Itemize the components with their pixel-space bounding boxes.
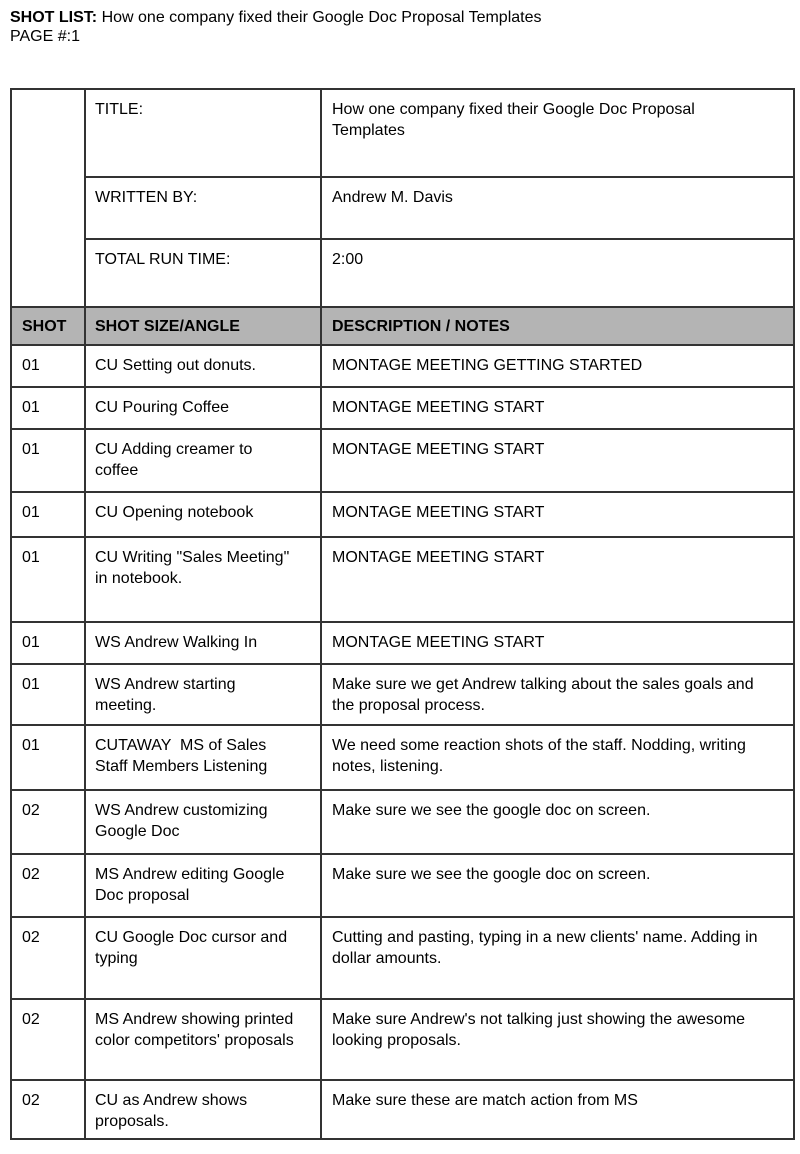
shot-description: Make sure these are match action from MS <box>321 1080 794 1139</box>
info-value-written-by: Andrew M. Davis <box>321 177 794 239</box>
shot-description: MONTAGE MEETING GETTING STARTED <box>321 345 794 387</box>
column-header-description: DESCRIPTION / NOTES <box>321 307 794 345</box>
shot-row <box>11 429 794 492</box>
info-row-title <box>11 89 794 177</box>
shot-number: 02 <box>11 854 85 917</box>
shot-description: Make sure Andrew's not talking just showing the awesome looking proposals. <box>321 999 794 1080</box>
page-number: PAGE #:1 <box>10 28 80 45</box>
shot-description: Make sure we see the google doc on screen. <box>321 790 794 854</box>
shot-number: 02 <box>11 917 85 999</box>
shot-row <box>11 999 794 1080</box>
shot-size-angle: CU Pouring Coffee <box>85 387 321 429</box>
shot-row <box>11 1080 794 1139</box>
shot-size-angle: MS Andrew editing Google Doc proposal <box>85 854 321 917</box>
info-label-written-by: WRITTEN BY: <box>85 177 321 239</box>
shot-size-angle: WS Andrew starting meeting. <box>85 664 321 725</box>
shot-size-angle: WS Andrew customizing Google Doc <box>85 790 321 854</box>
shot-size-angle: CU as Andrew shows proposals. <box>85 1080 321 1139</box>
shot-description: MONTAGE MEETING START <box>321 387 794 429</box>
shot-number: 01 <box>11 664 85 725</box>
shot-number: 01 <box>11 345 85 387</box>
shot-row <box>11 854 794 917</box>
shot-description: MONTAGE MEETING START <box>321 537 794 622</box>
shot-size-angle: CUTAWAY MS of Sales Staff Members Listening <box>85 725 321 790</box>
shot-row <box>11 387 794 429</box>
info-empty-cell <box>11 89 85 307</box>
shot-description: Cutting and pasting, typing in a new clients' name. Adding in dollar amounts. <box>321 917 794 999</box>
shot-row <box>11 537 794 622</box>
shot-number: 01 <box>11 492 85 537</box>
shot-description: Make sure we get Andrew talking about the sales goals and the proposal process. <box>321 664 794 725</box>
info-row-written-by <box>11 177 794 239</box>
shot-number: 02 <box>11 790 85 854</box>
shot-description: We need some reaction shots of the staff. Nodding, writing notes, listening. <box>321 725 794 790</box>
info-row-run-time <box>11 239 794 307</box>
shot-number: 01 <box>11 387 85 429</box>
shot-size-angle: CU Opening notebook <box>85 492 321 537</box>
shot-description: Make sure we see the google doc on screen. <box>321 854 794 917</box>
shot-description: MONTAGE MEETING START <box>321 429 794 492</box>
column-header-section <box>11 307 794 345</box>
shot-description: MONTAGE MEETING START <box>321 492 794 537</box>
shot-size-angle: CU Writing "Sales Meeting" in notebook. <box>85 537 321 622</box>
shot-size-angle: CU Google Doc cursor and typing <box>85 917 321 999</box>
document-header <box>10 8 800 46</box>
info-value-run-time: 2:00 <box>321 239 794 307</box>
shot-size-angle: MS Andrew showing printed color competitors' proposals <box>85 999 321 1080</box>
shot-rows-section <box>11 345 794 1139</box>
shot-row <box>11 345 794 387</box>
shot-row <box>11 492 794 537</box>
column-header-row <box>11 307 794 345</box>
info-label-run-time: TOTAL RUN TIME: <box>85 239 321 307</box>
doc-type-label: SHOT LIST: <box>10 9 98 26</box>
shot-number: 02 <box>11 999 85 1080</box>
shot-size-angle: CU Setting out donuts. <box>85 345 321 387</box>
title-line <box>10 8 800 27</box>
column-header-size-angle: SHOT SIZE/ANGLE <box>85 307 321 345</box>
shot-number: 01 <box>11 725 85 790</box>
shot-description: MONTAGE MEETING START <box>321 622 794 664</box>
shot-size-angle: CU Adding creamer to coffee <box>85 429 321 492</box>
column-header-shot: SHOT <box>11 307 85 345</box>
info-section <box>11 89 794 307</box>
shot-row <box>11 917 794 999</box>
shot-number: 01 <box>11 622 85 664</box>
info-label-title: TITLE: <box>85 89 321 177</box>
shot-row <box>11 664 794 725</box>
shot-row <box>11 622 794 664</box>
shot-size-angle: WS Andrew Walking In <box>85 622 321 664</box>
shot-number: 02 <box>11 1080 85 1139</box>
info-value-title: How one company fixed their Google Doc Proposal Templates <box>321 89 794 177</box>
doc-title: How one company fixed their Google Doc Proposal Templates <box>101 9 542 26</box>
shot-list-table <box>10 88 795 1140</box>
shot-number: 01 <box>11 429 85 492</box>
shot-row <box>11 790 794 854</box>
shot-number: 01 <box>11 537 85 622</box>
shot-row <box>11 725 794 790</box>
